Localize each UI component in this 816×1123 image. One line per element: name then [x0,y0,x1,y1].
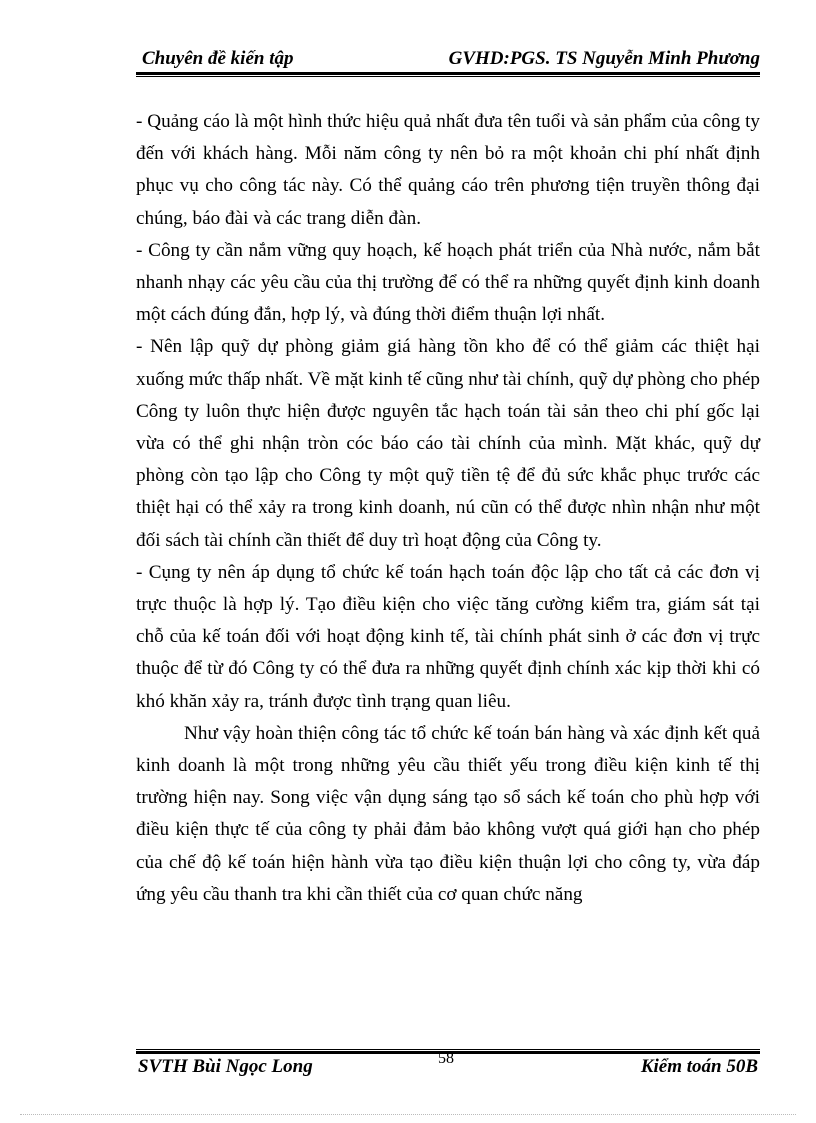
footer-class-name: Kiểm toán 50B [640,1056,758,1077]
paragraph-conclusion: Như vậy hoàn thiện công tác tổ chức kế toán bán hàng và xác định kết quả kinh doanh là một trong những yêu cầu thiết yếu trong điều kiện kinh tế thị trường hiện nay. Song việc vận dụng sáng tạo sổ sách kế toán cho phù hợp với điều kiện thực tế của công ty phải đảm bảo không vượt quá giới hạn cho phép của chế độ kế toán hiện hành vừa tạo điều kiện thuận lợi cho công ty, vừa đáp ứng yêu cầu thanh tra khi cần thiết của cơ quan chức năng [136,722,760,905]
paragraph-advertising: - Quảng cáo là một hình thức hiệu quả nhất đưa tên tuổi và sản phẩm của công ty đến với khách hàng. Mỗi năm công ty nên bỏ ra một khoản chi phí nhất định phục vụ cho công tác này. Có thể quảng cáo trên phương tiện truyền thông đại chúng, báo đài và các trang diễn đàn. [136,111,760,229]
paragraph-independent-accounting: - Cụng ty nên áp dụng tổ chức kế toán hạch toán độc lập cho tất cả các đơn vị trực thuộc là hợp lý. Tạo điều kiện cho việc tăng cường kiểm tra, giám sát tại chỗ của kế toán đối với hoạt động kinh tế, tài chính phát sinh ở các đơn vị trực thuộc để từ đó Công ty có thể đưa ra những quyết định chính xác kịp thời khi có khó khăn xảy ra, tránh được tình trạng quan liêu. [136,561,760,712]
page-footer [136,1050,760,1082]
body-text [136,106,760,911]
header-supervisor: GVHD:PGS. TS Nguyễn Minh Phương [448,48,760,69]
header-report-title: Chuyên đề kiến tập [142,48,294,69]
paragraph-planning: - Công ty cần nắm vững quy hoạch, kế hoạch phát triển của Nhà nước, nắm bắt nhanh nhạy các yêu cầu của thị trường để có thể ra những quyết định kinh doanh một cách đúng đắn, hợp lý, và đúng thời điểm thuận lợi nhất. [136,239,760,326]
header-divider-thick [136,72,760,75]
header-divider-thin [136,76,760,77]
page-bottom-border [20,1114,796,1115]
page-number: 58 [438,1050,454,1067]
footer-student-name: SVTH Bùi Ngọc Long [138,1056,313,1077]
paragraph-reserve-fund: - Nên lập quỹ dự phòng giảm giá hàng tồn kho để có thể giảm các thiệt hại xuống mức thấp nhất. Về mặt kinh tế cũng như tài chính, quỹ dự phòng cho phép Công ty luôn thực hiện được nguyên tắc hạch toán tài sản theo chi phí gốc lại vừa có thể ghi nhận tròn cóc báo cáo tài chính của mình. Mặt khác, quỹ dự phòng còn tạo lập cho Công ty một quỹ tiền tệ để đủ sức khắc phục trước các thiệt hại có thể xảy ra trong kinh doanh, nú cũn có thể được nhìn nhận như một đối sách tài chính cần thiết để duy trì hoạt động của Công ty. [136,336,760,551]
